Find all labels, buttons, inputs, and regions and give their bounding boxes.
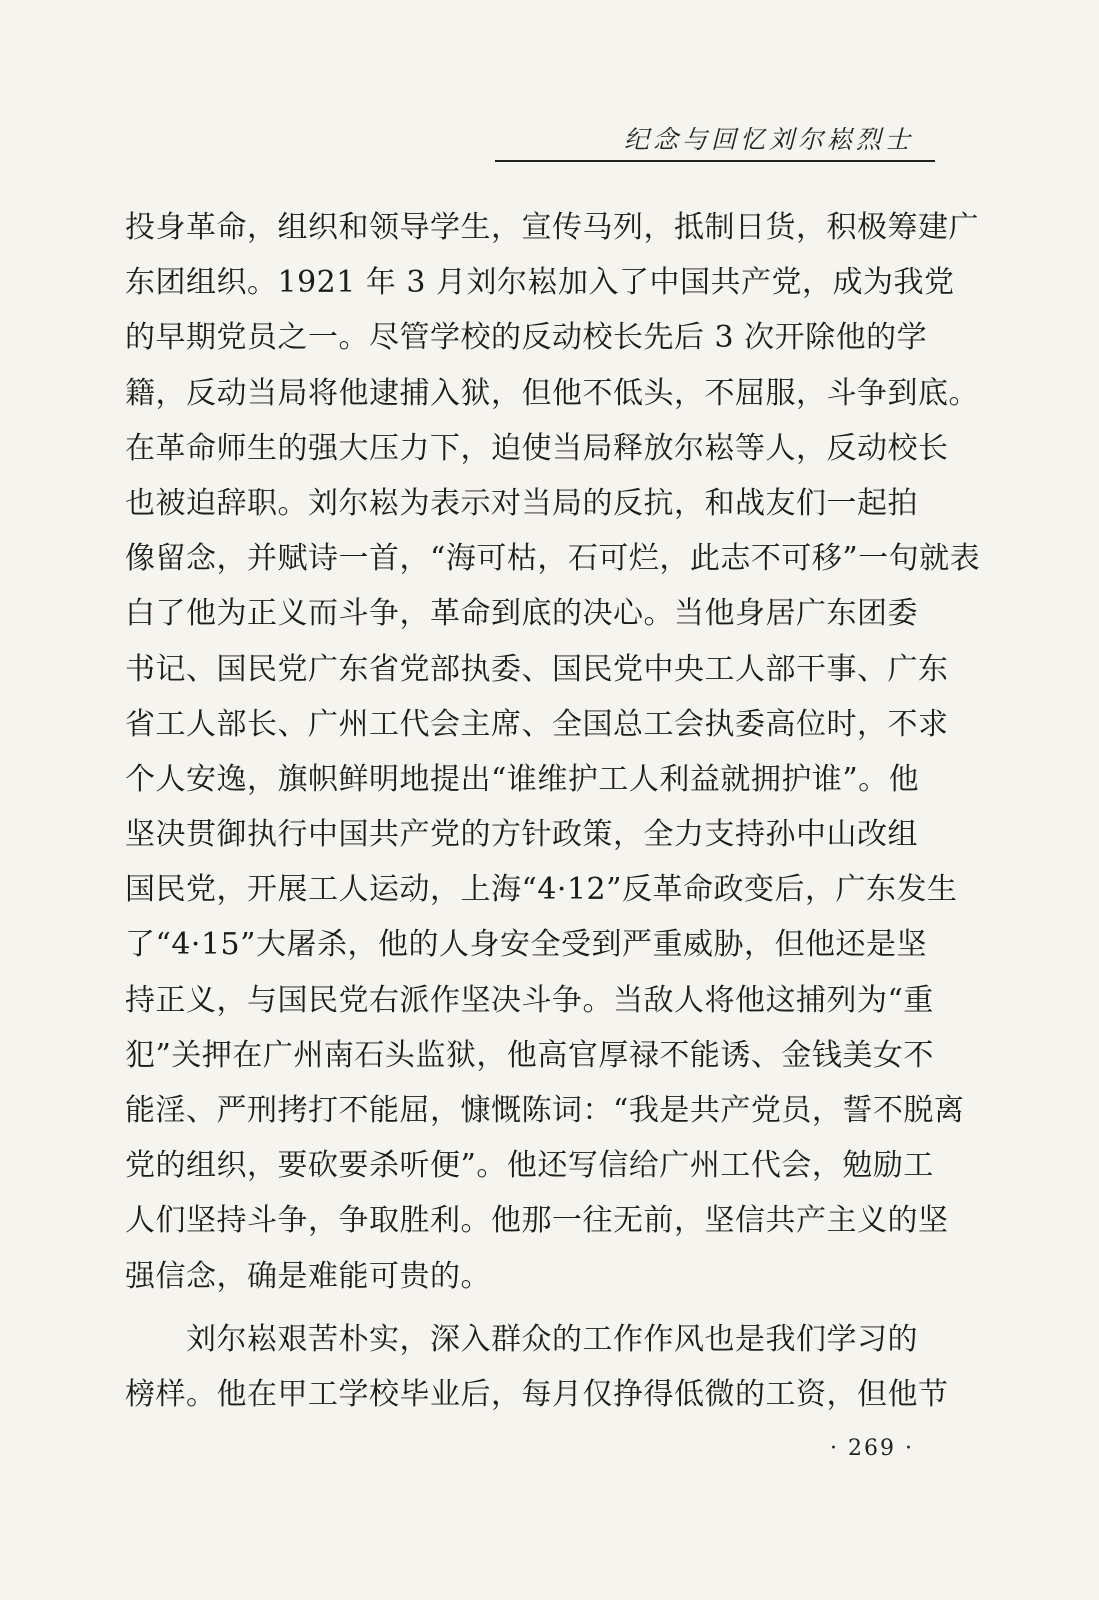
body-text [125, 200, 981, 1422]
text-line: 籍，反动当局将他逮捕入狱，但他不低头，不屈服，斗争到底。 [125, 375, 979, 411]
paragraph-gap [125, 1304, 940, 1312]
text-line: 党的组织，要砍要杀听便”。他还写信给广州工代会，勉励工 [125, 1148, 934, 1184]
text-line: 白了他为正义而斗争，革命到底的决心。当他身居广东团委 [125, 596, 918, 632]
paragraph-2 [125, 1312, 949, 1422]
text-line: 书记、国民党广东省党部执委、国民党中央工人部干事、广东 [125, 651, 949, 687]
running-title: 纪念与回忆刘尔崧烈士 [623, 125, 914, 154]
header-rule [495, 160, 935, 162]
text-line: 犯”关押在广州南石头监狱，他高官厚禄不能诱、金钱美女不 [125, 1037, 934, 1073]
text-line: 能淫、严刑拷打不能屈，慷慨陈词：“我是共产党员，誓不脱离 [125, 1093, 965, 1128]
text-line: 坚决贯御执行中国共产党的方针政策，全力支持孙中山改组 [125, 817, 918, 853]
text-line: 的早期党员之一。尽管学校的反动校长先后 3 次开除他的学 [125, 320, 928, 356]
text-line: 省工人部长、广州工代会主席、全国总工会执委高位时，不求 [125, 706, 949, 742]
text-line: 了“4·15”大屠杀，他的人身安全受到严重威胁，但他还是坚 [125, 927, 927, 963]
paragraph-1 [125, 200, 981, 1304]
text-line: 个人安逸，旗帜鲜明地提出“谁维护工人利益就拥护谁”。他 [125, 761, 920, 797]
text-line: 像留念，并赋诗一首，“海可枯，石可烂，此志不可移”一句就表 [125, 541, 981, 577]
text-line: 投身革命，组织和领导学生，宣传马列，抵制日货，积极筹建广 [125, 210, 979, 245]
text-line: 人们坚持斗争，争取胜利。他那一往无前，坚信共产主义的坚 [125, 1203, 949, 1239]
text-line: 也被迫辞职。刘尔崧为表示对当局的反抗，和战友们一起拍 [125, 485, 918, 521]
text-line: 榜样。他在甲工学校毕业后，每月仅挣得低微的工资，但他节 [125, 1376, 949, 1412]
text-line: 国民党，开展工人运动，上海“4·12”反革命政变后，广东发生 [125, 872, 958, 908]
text-line: 刘尔崧艰苦朴实，深入群众的工作作风也是我们学习的 [125, 1321, 918, 1357]
text-line: 强信念，确是难能可贵的。 [125, 1258, 491, 1294]
text-line: 东团组织。1921 年 3 月刘尔崧加入了中国共产党，成为我党 [125, 265, 955, 301]
text-line: 持正义，与国民党右派作坚决斗争。当敌人将他这捕列为“重 [125, 982, 934, 1018]
page-number: · 269 · [830, 1436, 914, 1461]
text-line: 在革命师生的强大压力下，迫使当局释放尔崧等人，反动校长 [125, 430, 949, 466]
